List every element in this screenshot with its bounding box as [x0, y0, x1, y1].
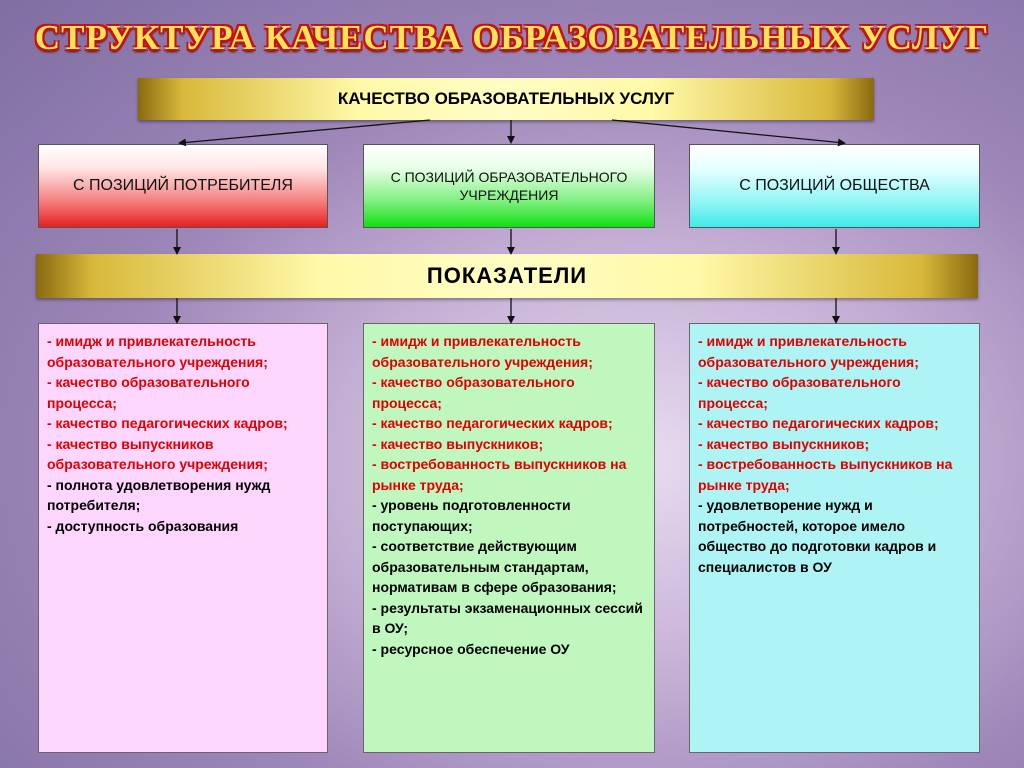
indicator-item: - удовлетворение нужд и потребностей, которое имело общество до подготовки кадров и специалистов в ОУ — [698, 497, 937, 575]
society-position-label: С ПОЗИЦИЙ ОБЩЕСТВА — [739, 176, 930, 194]
indicator-item: - востребованность выпускников на рынке труда; — [698, 456, 953, 493]
page-title: СТРУКТУРА КАЧЕСТВА ОБРАЗОВАТЕЛЬНЫХ УСЛУГ — [34, 18, 990, 57]
indicator-item: - качество педагогических кадров; — [47, 415, 288, 431]
indicator-item: - полнота удовлетворения нужд потребителя; — [47, 476, 271, 513]
indicator-item: - качество выпускников; — [698, 435, 870, 452]
indicator-item: - качество педагогических кадров; — [372, 415, 613, 431]
indicator-item: - качество педагогических кадров; — [698, 415, 939, 431]
indicator-item: - имидж и привлекательность образовательного учреждения; — [698, 333, 919, 370]
indicator-item: - качество выпускников; — [372, 435, 544, 452]
indicator-item: - уровень подготовленности поступающих; — [372, 497, 571, 534]
indicator-item: - качество образовательного процесса; — [372, 374, 575, 411]
consumer-position-label: С ПОЗИЦИЙ ПОТРЕБИТЕЛЯ — [73, 176, 293, 194]
quality-header-bar — [138, 78, 874, 120]
consumer-indicators-list — [38, 323, 328, 753]
indicator-item: - качество образовательного процесса; — [698, 374, 901, 411]
society-position-box — [689, 144, 980, 228]
institution-position-box — [363, 144, 655, 228]
indicator-item: - качество выпускников образовательного учреждения; — [47, 435, 268, 472]
indicator-item: - востребованность выпускников на рынке труда; — [372, 456, 627, 493]
quality-header-label: КАЧЕСТВО ОБРАЗОВАТЕЛЬНЫХ УСЛУГ — [337, 89, 675, 108]
indicator-item: - имидж и привлекательность образовательного учреждения; — [47, 333, 268, 370]
institution-indicators-list — [363, 323, 655, 753]
indicator-item: - соответствие действующим образовательным стандартам, нормативам в сфере образования; — [372, 538, 617, 595]
society-indicators-list — [689, 323, 980, 753]
arrow-to-society — [612, 120, 844, 143]
indicator-item: - имидж и привлекательность образовательного учреждения; — [372, 333, 593, 370]
indicators-header-label: ПОКАЗАТЕЛИ — [426, 263, 588, 288]
indicators-header-bar — [36, 254, 978, 298]
consumer-position-box — [38, 144, 328, 228]
institution-position-label: С ПОЗИЦИЙ ОБРАЗОВАТЕЛЬНОГО УЧРЕЖДЕНИЯ — [390, 168, 628, 203]
indicator-item: - доступность образования — [47, 517, 239, 534]
indicator-item: - качество образовательного процесса; — [47, 374, 250, 411]
indicator-item: - результаты экзаменационных сессий в ОУ; — [372, 599, 643, 636]
indicator-item: - ресурсное обеспечение ОУ — [372, 640, 570, 657]
arrow-to-consumer — [180, 120, 430, 143]
